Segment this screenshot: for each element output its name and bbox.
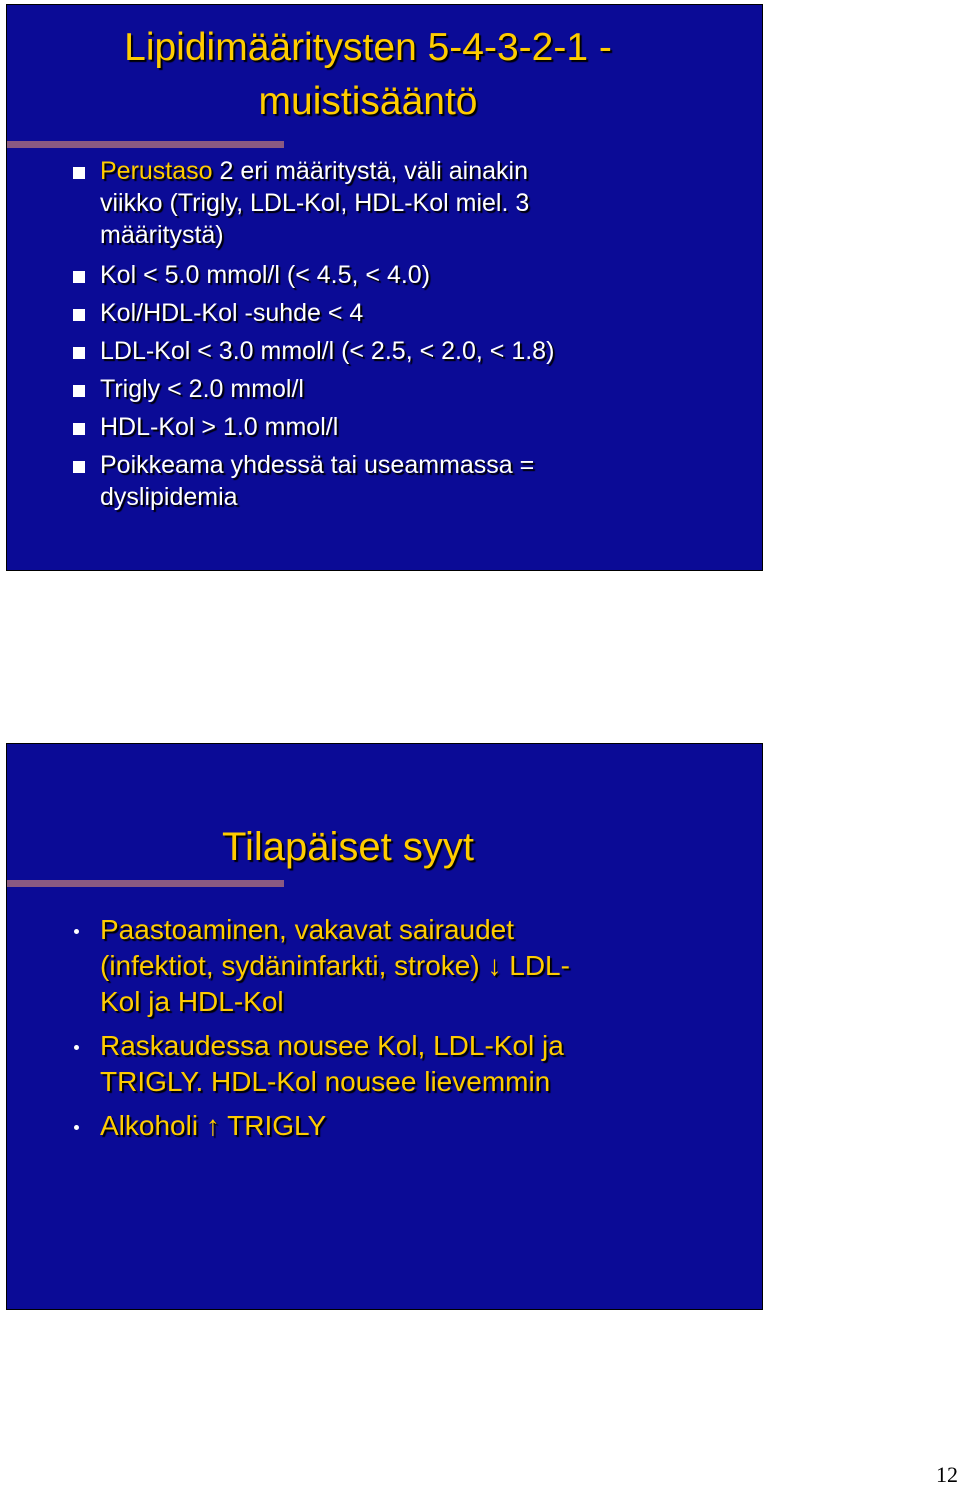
highlight-term: Perustaso	[100, 157, 213, 185]
list-item	[73, 1108, 713, 1144]
slide-temporary-causes	[6, 743, 763, 1310]
bullet-text: Raskaudessa nousee Kol, LDL-Kol ja	[100, 1030, 564, 1061]
dot-bullet-icon	[74, 929, 79, 934]
title-line-1: Lipidimääritysten 5-4-3-2-1 -	[124, 26, 612, 69]
bullet-text: dyslipidemia	[100, 483, 238, 511]
bullet-text: HDL-Kol > 1.0 mmol/l	[100, 413, 339, 441]
bullet-text: Kol < 5.0 mmol/l (< 4.5, < 4.0)	[100, 261, 431, 289]
slide-title	[7, 21, 729, 129]
arrow-up-icon: ↑	[205, 1110, 220, 1141]
list-item	[73, 259, 713, 291]
title-divider	[7, 880, 284, 887]
list-item	[73, 411, 713, 443]
title-line-2: muistisääntö	[258, 80, 478, 123]
square-bullet-icon	[73, 309, 85, 321]
slide-title: Tilapäiset syyt	[222, 825, 474, 869]
bullet-text: viikko (Trigly, LDL-Kol, HDL-Kol miel. 3	[100, 189, 530, 217]
list-item	[73, 912, 713, 1020]
bullet-text: 2 eri määritystä, väli ainakin	[212, 157, 528, 185]
bullet-text: LDL-Kol < 3.0 mmol/l (< 2.5, < 2.0, < 1.8)	[100, 337, 555, 365]
bullet-text: (infektiot, sydäninfarkti, stroke)	[100, 950, 488, 981]
list-item	[73, 373, 713, 405]
dot-bullet-icon	[74, 1125, 79, 1130]
bullet-text: TRIGLY. HDL-Kol nousee lievemmin	[100, 1066, 551, 1097]
square-bullet-icon	[73, 167, 85, 179]
list-item	[73, 335, 713, 367]
arrow-down-icon: ↓	[487, 950, 502, 981]
bullet-text: TRIGLY	[219, 1110, 327, 1141]
slide-lipid-rules	[6, 4, 763, 571]
page-number: 12	[936, 1462, 958, 1487]
bullet-text: Poikkeama yhdessä tai useammassa =	[100, 451, 535, 479]
bullet-text: määritystä)	[100, 221, 224, 249]
bullet-text: Paastoaminen, vakavat sairaudet	[100, 914, 515, 945]
title-divider	[7, 141, 284, 148]
bullet-text: LDL-	[501, 950, 570, 981]
bullet-text: Trigly < 2.0 mmol/l	[100, 375, 304, 403]
bullet-text: Alkoholi	[100, 1110, 206, 1141]
list-item-perustaso	[73, 155, 713, 251]
list-item	[73, 449, 713, 513]
bullet-list	[73, 912, 713, 1152]
list-item	[73, 1028, 713, 1100]
list-item	[73, 297, 713, 329]
bullet-list	[73, 155, 713, 519]
bullet-text: Kol ja HDL-Kol	[100, 986, 284, 1017]
square-bullet-icon	[73, 347, 85, 359]
square-bullet-icon	[73, 423, 85, 435]
bullet-text: Kol/HDL-Kol -suhde < 4	[100, 299, 364, 327]
dot-bullet-icon	[74, 1045, 79, 1050]
square-bullet-icon	[73, 461, 85, 473]
square-bullet-icon	[73, 385, 85, 397]
square-bullet-icon	[73, 271, 85, 283]
